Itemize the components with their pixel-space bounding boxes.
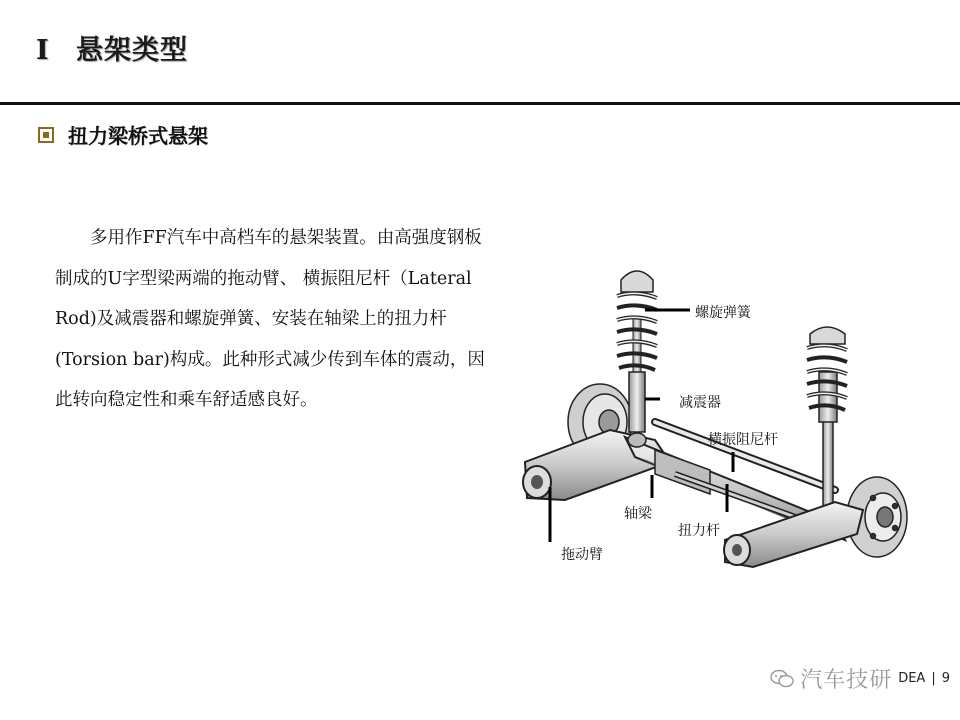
description-paragraph: 多用作FF汽车中高档车的悬架装置。由高强度钢板制成的U字型梁两端的拖动臂、 横振阻尼杆（Lateral Rod)及减震器和螺旋弹簧、安装在轴梁上的扭力杆(Torsion bar)构成。此种形式减少传到车体的震动，因此转向稳定性和乘车舒适感良好。: [55, 228, 485, 410]
label-shock-absorber: 减震器: [679, 395, 721, 411]
title-divider: [0, 102, 960, 105]
watermark-text: 汽车技研: [800, 668, 893, 693]
label-coil-spring: 螺旋弹簧: [695, 305, 751, 321]
label-axle-beam: 轴梁: [624, 506, 652, 522]
subtitle: 扭力梁桥式悬架: [68, 124, 208, 148]
page-title: [36, 28, 188, 67]
section-title: 悬架类型: [76, 35, 188, 66]
wechat-icon: [770, 669, 794, 689]
suspension-diagram: [505, 262, 925, 582]
page-number: 9: [941, 671, 950, 686]
description: [55, 218, 495, 421]
footer-code: DEA: [898, 671, 926, 686]
label-torsion-bar: 扭力杆: [678, 523, 720, 539]
footer: [770, 663, 950, 694]
label-trailing-arm: 拖动臂: [561, 547, 603, 563]
square-bullet-icon: [38, 127, 54, 143]
footer-separator: |: [931, 671, 936, 686]
label-lateral-rod: 横振阻尼杆: [708, 432, 778, 448]
section-number: I: [36, 35, 50, 66]
subtitle-row: [38, 120, 208, 149]
